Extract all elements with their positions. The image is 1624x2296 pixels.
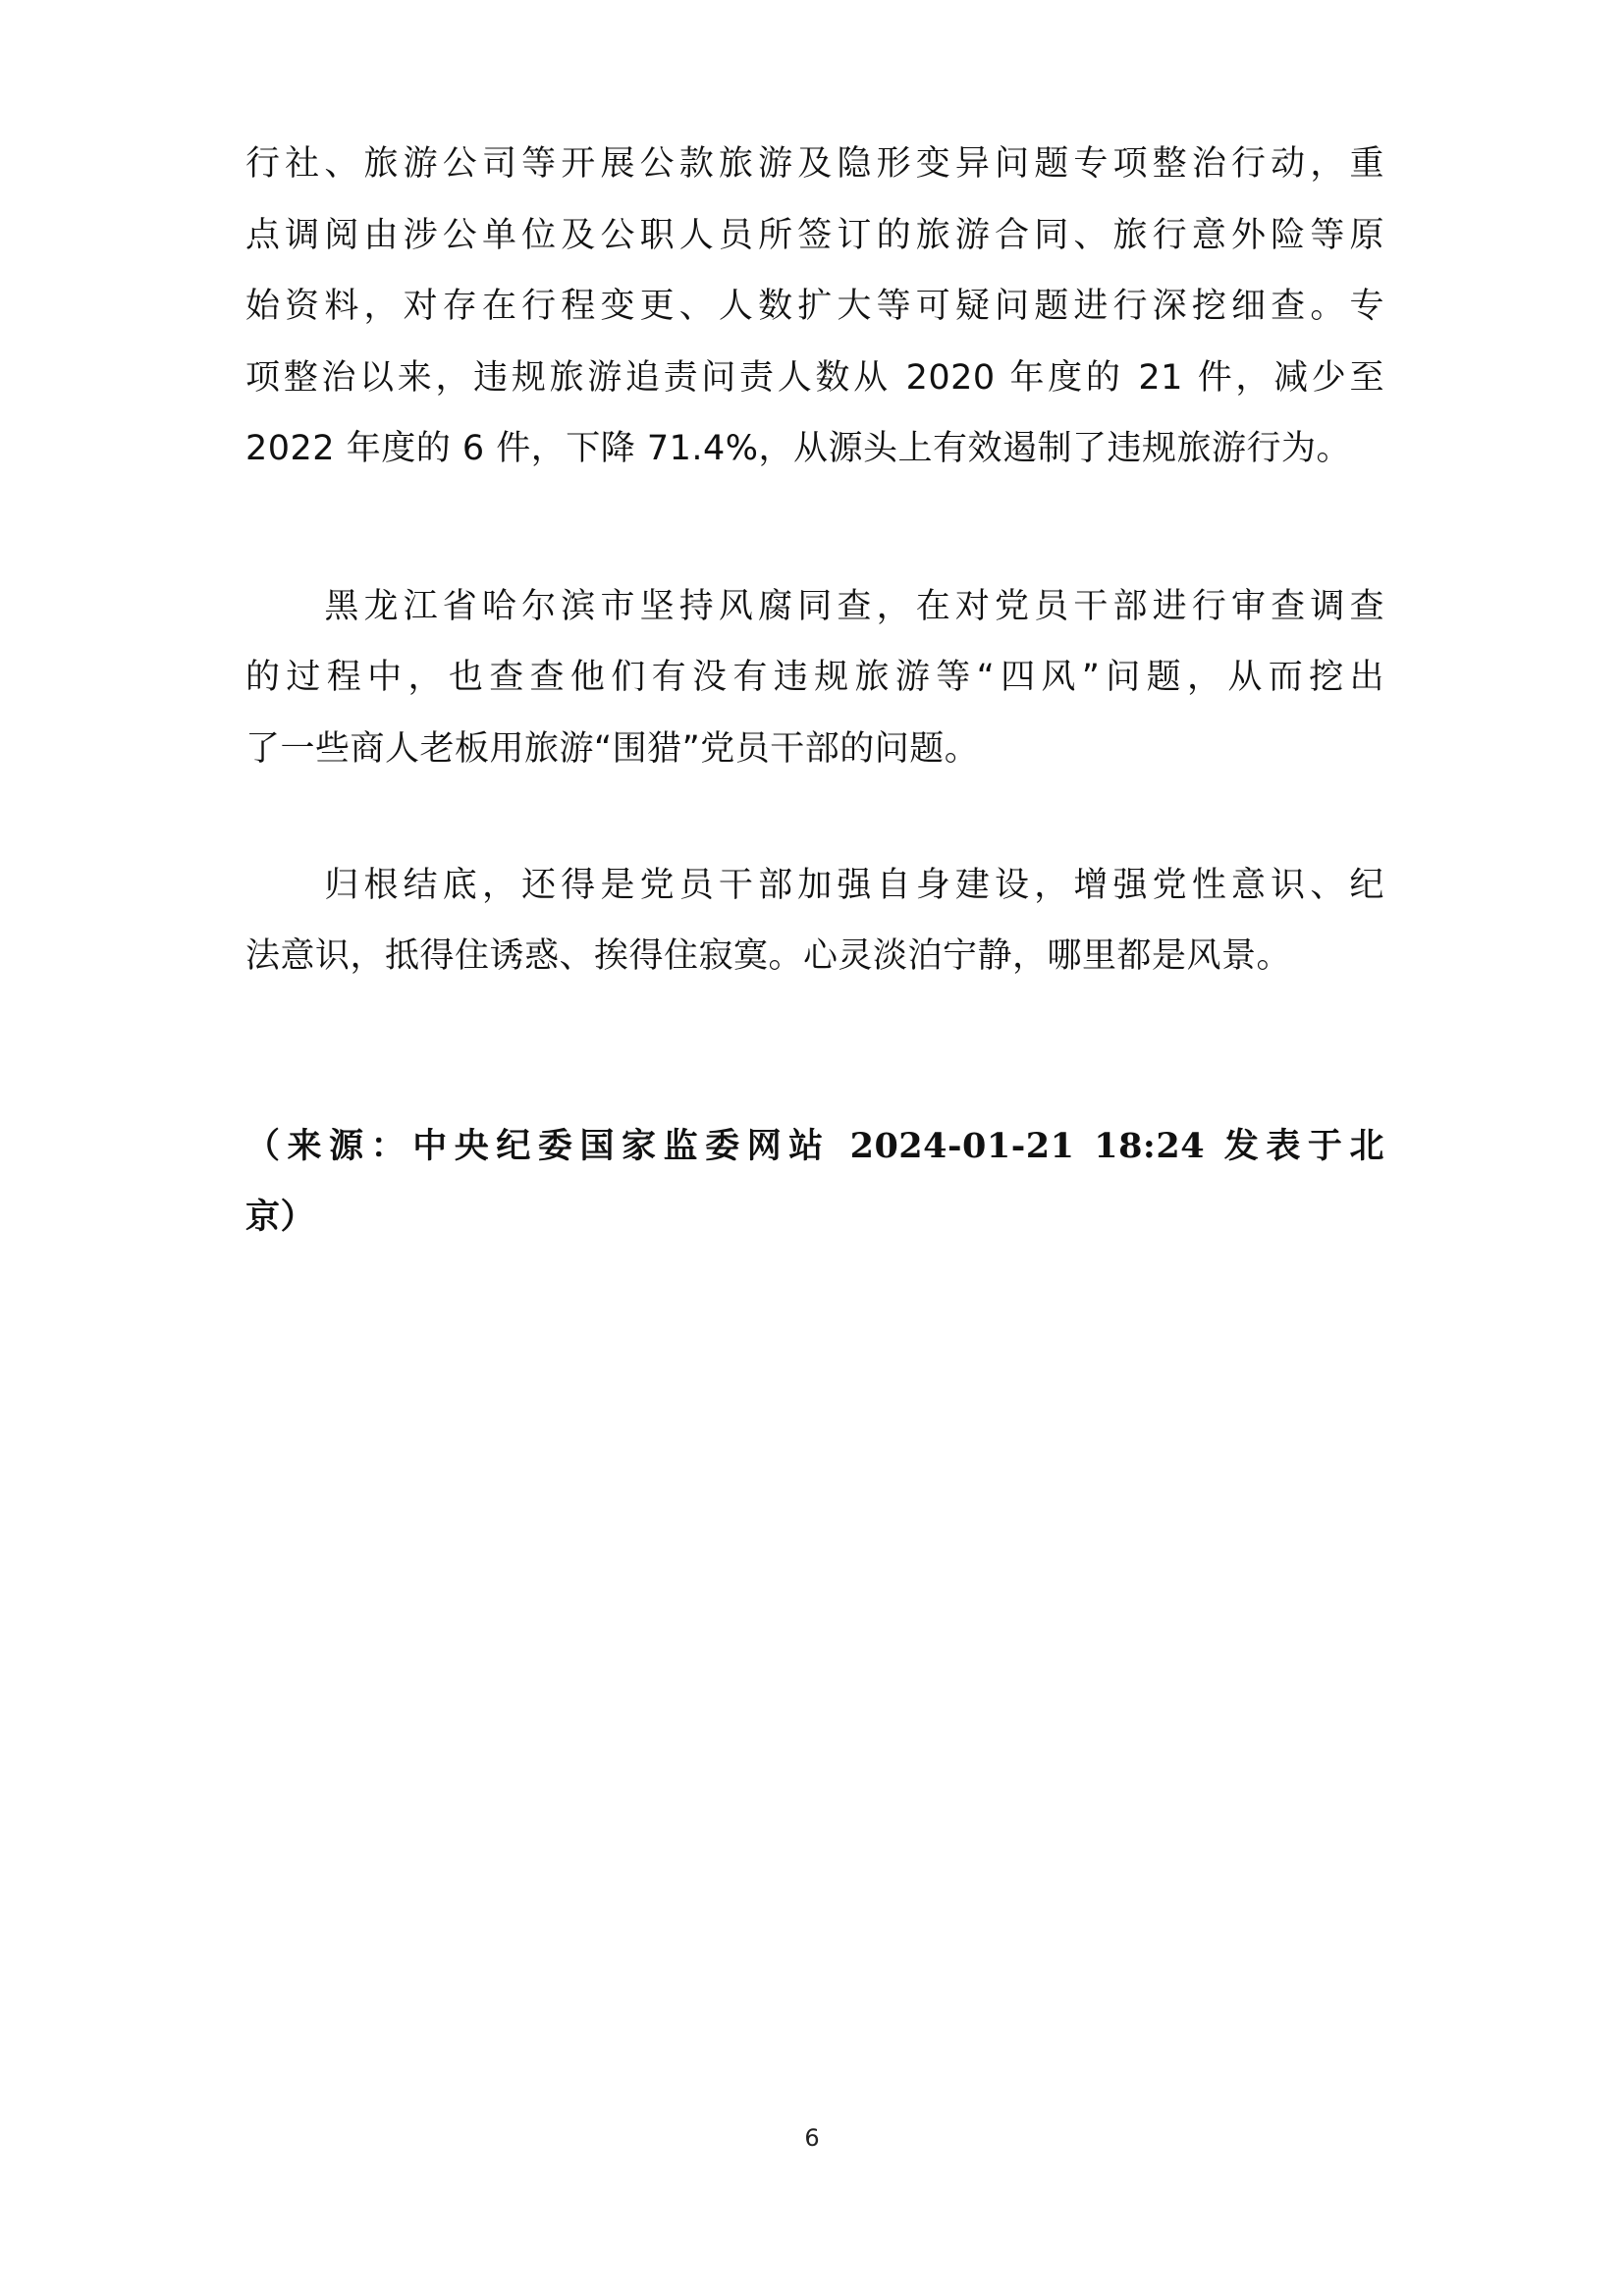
paragraph-line: 2022 年度的 6 件，下降 71.4%，从源头上有效遏制了违规旅游行为。 [245, 429, 1352, 468]
paragraph-line: 黑龙江省哈尔滨市坚持风腐同查，在对党员干部进行审查调查 [245, 587, 1384, 626]
page-number: 6 [804, 2124, 820, 2152]
paragraph-line: 法意识，抵得住诱惑、挨得住寂寞。心灵淡泊宁静，哪里都是风景。 [245, 936, 1292, 976]
paragraph-line: 始资料，对存在行程变更、人数扩大等可疑问题进行深挖细查。专 [245, 287, 1384, 326]
paragraph-line: 归根结底，还得是党员干部加强自身建设，增强党性意识、纪 [245, 866, 1384, 905]
source-line: 京） [245, 1197, 316, 1237]
paragraph-line: 项整治以来，违规旅游追责问责人数从 2020 年度的 21 件，减少至 [245, 358, 1384, 398]
source-line: （来源：中央纪委国家监委网站 2024-01-21 18:24 发表于北 [245, 1126, 1384, 1166]
paragraph-line: 点调阅由涉公单位及公职人员所签订的旅游合同、旅行意外险等原 [245, 216, 1384, 255]
paragraph-line: 的过程中，也查查他们有没有违规旅游等“四风”问题，从而挖出 [245, 658, 1384, 697]
paragraph-line: 行社、旅游公司等开展公款旅游及隐形变异问题专项整治行动，重 [245, 144, 1384, 184]
paragraph-line: 了一些商人老板用旅游“围猎”党员干部的问题。 [245, 729, 980, 769]
